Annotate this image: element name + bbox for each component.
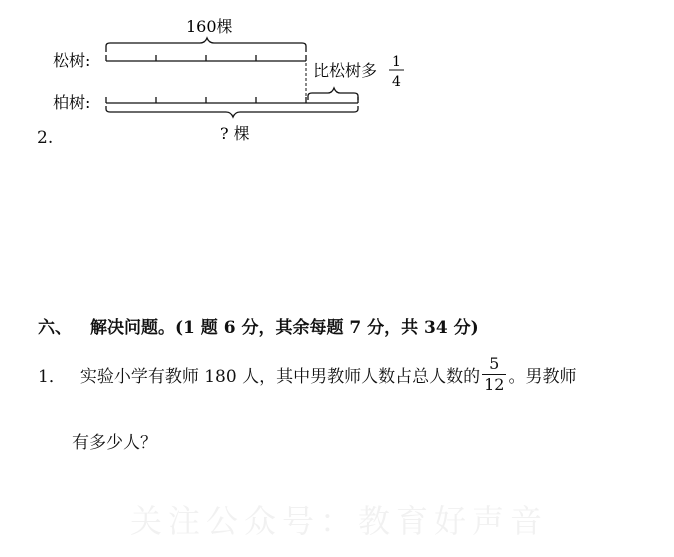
problem-text: 实验小学有教师 180 人，其中男教师人数占总人数的 [79,367,481,387]
more-than-pine-label: 比松树多 [313,61,378,80]
segment-diagram [0,0,674,160]
cypress-total-brace [106,106,358,117]
fraction-numerator: 1 [392,54,401,70]
pine-segment [106,55,306,61]
problem-1 [38,356,576,393]
fraction-numerator: 5 [489,354,500,373]
cypress-total-label: ? 棵 [220,124,250,143]
pine-total-label: 160棵 [186,17,233,36]
section-title: 解决问题。(1 题 6 分，其余每题 7 分，共 34 分) [90,318,479,338]
problem-number: 1． [38,367,66,387]
problem-text-after: 。男教师 [508,367,577,387]
pine-total-brace [106,38,306,52]
watermark: 关注公众号：教育好声音 [130,502,549,540]
cypress-segment [106,97,358,103]
problem-text-continuation: 有多少人？ [72,433,157,453]
problem-fraction [482,356,506,393]
fraction-denominator: 12 [484,375,505,394]
item-number: 2. [37,128,54,148]
section-heading [38,313,479,338]
extra-part-brace [308,88,358,100]
cypress-label: 柏树: [53,93,91,112]
pine-label: 松树: [53,51,91,70]
fraction-denominator: 4 [392,74,401,90]
section-number: 六、 [38,318,72,338]
